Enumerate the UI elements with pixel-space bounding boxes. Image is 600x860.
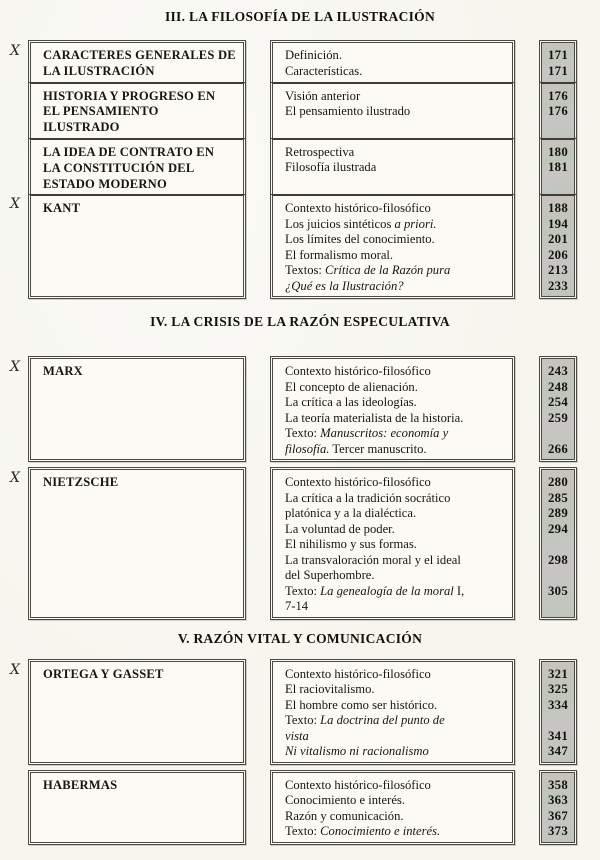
topic-cell bbox=[28, 770, 246, 845]
content-cell bbox=[270, 40, 515, 82]
page-numbers-cell bbox=[539, 138, 577, 194]
page-number: 194 bbox=[547, 216, 569, 231]
page-number: 358 bbox=[547, 777, 569, 792]
content-cell bbox=[270, 467, 515, 620]
content-line: Visión anterior bbox=[285, 88, 361, 103]
content-cell bbox=[270, 356, 515, 462]
page-number: 298 bbox=[547, 552, 569, 567]
page-number: 341 bbox=[547, 728, 569, 743]
topic-cell bbox=[10, 467, 246, 620]
page-number: 305 bbox=[547, 583, 569, 598]
page-numbers-cell bbox=[539, 194, 577, 299]
content-line: Contexto histórico-filosófico bbox=[285, 777, 431, 792]
page-number: 325 bbox=[547, 682, 569, 697]
content-cell bbox=[270, 138, 515, 194]
page-number: 243 bbox=[547, 364, 569, 379]
page-number: 259 bbox=[547, 410, 569, 425]
content-line: platónica y a la dialéctica. bbox=[285, 506, 417, 521]
content-line: Los juicios sintéticos a priori. bbox=[285, 216, 437, 231]
content-line: La teoría materialista de la historia. bbox=[285, 410, 464, 425]
content-cell bbox=[270, 82, 515, 138]
page-number: 254 bbox=[547, 395, 569, 410]
content-cell bbox=[270, 770, 515, 845]
page-number bbox=[543, 599, 573, 615]
page-number: 321 bbox=[547, 666, 569, 681]
content-line: El hombre como ser histórico. bbox=[285, 697, 438, 712]
handwritten-x-mark: X bbox=[10, 43, 20, 59]
content-line: La crítica a la tradición socrático bbox=[285, 490, 451, 505]
section-table bbox=[10, 659, 600, 845]
handwritten-x-mark: X bbox=[10, 359, 20, 376]
page-number bbox=[543, 713, 573, 729]
content-line: Ni vitalismo ni racionalismo bbox=[285, 744, 429, 759]
content-line: vista bbox=[285, 728, 309, 743]
topic-label: ESTADO MODERNO bbox=[43, 176, 167, 191]
topic-cell bbox=[10, 356, 246, 462]
section-table bbox=[10, 356, 600, 620]
page-number: 201 bbox=[547, 232, 569, 247]
page-numbers-cell bbox=[539, 659, 577, 765]
section-heading: IV. LA CRISIS DE LA RAZÓN ESPECULATIVA bbox=[150, 314, 450, 330]
content-line: El concepto de alienación. bbox=[285, 379, 418, 394]
content-line: Contexto histórico-filosófico bbox=[285, 475, 431, 490]
page-number: 363 bbox=[547, 793, 569, 808]
page-number: 176 bbox=[547, 88, 569, 103]
content-line: Texto: Manuscritos: economía y bbox=[285, 426, 449, 441]
content-line: La transvaloración moral y el ideal bbox=[285, 552, 461, 567]
section-heading: III. LA FILOSOFÍA DE LA ILUSTRACIÓN bbox=[164, 9, 436, 24]
topic-cell bbox=[28, 138, 246, 194]
topic-label: ILUSTRADO bbox=[43, 120, 120, 135]
content-line: Textos: Crítica de la Razón pura bbox=[285, 263, 451, 278]
page-number: 171 bbox=[547, 63, 569, 78]
page-number: 171 bbox=[547, 48, 569, 62]
content-line: Razón y comunicación. bbox=[285, 808, 404, 823]
section-heading: V. RAZÓN VITAL Y COMUNICACIÓN bbox=[177, 630, 423, 646]
page-number: 213 bbox=[547, 263, 569, 278]
page-numbers-cell bbox=[539, 467, 577, 620]
content-line: Texto: La doctrina del punto de bbox=[285, 713, 445, 728]
topic-label: ORTEGA Y GASSET bbox=[43, 666, 164, 681]
page-number: 334 bbox=[547, 697, 569, 712]
content-line: filosofía. Tercer manuscrito. bbox=[285, 441, 427, 456]
page-numbers-cell bbox=[539, 770, 577, 845]
content-line: La crítica a las ideologías. bbox=[285, 395, 417, 410]
content-line: Características. bbox=[285, 63, 363, 78]
topic-label: MARX bbox=[43, 364, 83, 379]
content-line: La voluntad de poder. bbox=[285, 521, 395, 536]
content-line: Contexto histórico-filosófico bbox=[285, 666, 431, 681]
content-line: El pensamiento ilustrado bbox=[285, 104, 411, 119]
content-line: Retrospectiva bbox=[285, 144, 355, 159]
page-number: 233 bbox=[547, 278, 569, 293]
topic-cell bbox=[10, 194, 246, 299]
topic-label: LA ILUSTRACIÓN bbox=[43, 63, 155, 78]
content-line: El nihilismo y sus formas. bbox=[285, 537, 417, 552]
page-number: 206 bbox=[547, 247, 569, 262]
page-number: 285 bbox=[547, 490, 569, 505]
page-number: 280 bbox=[547, 475, 569, 490]
handwritten-x-mark: X bbox=[10, 661, 20, 678]
content-line: 7-14 bbox=[285, 599, 309, 614]
section-iv bbox=[0, 313, 600, 620]
page-number: 248 bbox=[547, 379, 569, 394]
topic-cell bbox=[10, 659, 246, 765]
page-number bbox=[543, 426, 573, 442]
page-number: 367 bbox=[547, 808, 569, 823]
page-number: 266 bbox=[547, 441, 569, 456]
page-number: 181 bbox=[547, 160, 569, 175]
section-iii bbox=[0, 8, 600, 299]
content-line: Conocimiento e interés. bbox=[285, 793, 405, 808]
page-number: 373 bbox=[547, 824, 569, 839]
content-line: ¿Qué es la Ilustración? bbox=[285, 278, 404, 293]
page-numbers-cell bbox=[539, 40, 577, 82]
topic-label: KANT bbox=[43, 201, 81, 216]
topic-label: EL PENSAMIENTO bbox=[43, 104, 159, 119]
content-line: Contexto histórico-filosófico bbox=[285, 201, 431, 216]
content-line: Texto: Conocimiento e interés. bbox=[285, 824, 441, 839]
topic-cell bbox=[10, 40, 246, 82]
handwritten-x-mark: X bbox=[10, 470, 20, 487]
topic-label: HABERMAS bbox=[43, 777, 118, 792]
page-number: 347 bbox=[547, 744, 569, 759]
page-number: 188 bbox=[547, 201, 569, 216]
content-line: El raciovitalismo. bbox=[285, 682, 375, 697]
content-line: Texto: La genealogía de la moral I, bbox=[285, 583, 465, 598]
page-number: 289 bbox=[547, 506, 569, 521]
page-number: 294 bbox=[547, 521, 569, 536]
topic-label: NIETZSCHE bbox=[43, 475, 119, 490]
content-line: Definición. bbox=[285, 48, 343, 62]
topic-cell bbox=[28, 82, 246, 138]
content-cell bbox=[270, 194, 515, 299]
topic-label: LA IDEA DE CONTRATO EN bbox=[43, 144, 215, 159]
topic-label: CARACTERES GENERALES DE bbox=[43, 48, 236, 62]
content-line: del Superhombre. bbox=[285, 568, 375, 583]
page-number: 176 bbox=[547, 104, 569, 119]
content-cell bbox=[270, 659, 515, 765]
section-v bbox=[0, 630, 600, 845]
content-line: El formalismo moral. bbox=[285, 247, 394, 262]
section-table bbox=[10, 40, 600, 299]
page-numbers-cell bbox=[539, 82, 577, 138]
topic-label: HISTORIA Y PROGRESO EN bbox=[43, 88, 216, 103]
page-number bbox=[543, 537, 573, 553]
handwritten-x-mark: X bbox=[10, 196, 20, 213]
content-line: Los límites del conocimiento. bbox=[285, 232, 435, 247]
page-number: 180 bbox=[547, 144, 569, 159]
content-line: Filosofía ilustrada bbox=[285, 160, 377, 175]
content-line: Contexto histórico-filosófico bbox=[285, 364, 431, 379]
page-number bbox=[543, 568, 573, 584]
page-numbers-cell bbox=[539, 356, 577, 462]
topic-label: LA CONSTITUCIÓN DEL bbox=[43, 160, 195, 175]
